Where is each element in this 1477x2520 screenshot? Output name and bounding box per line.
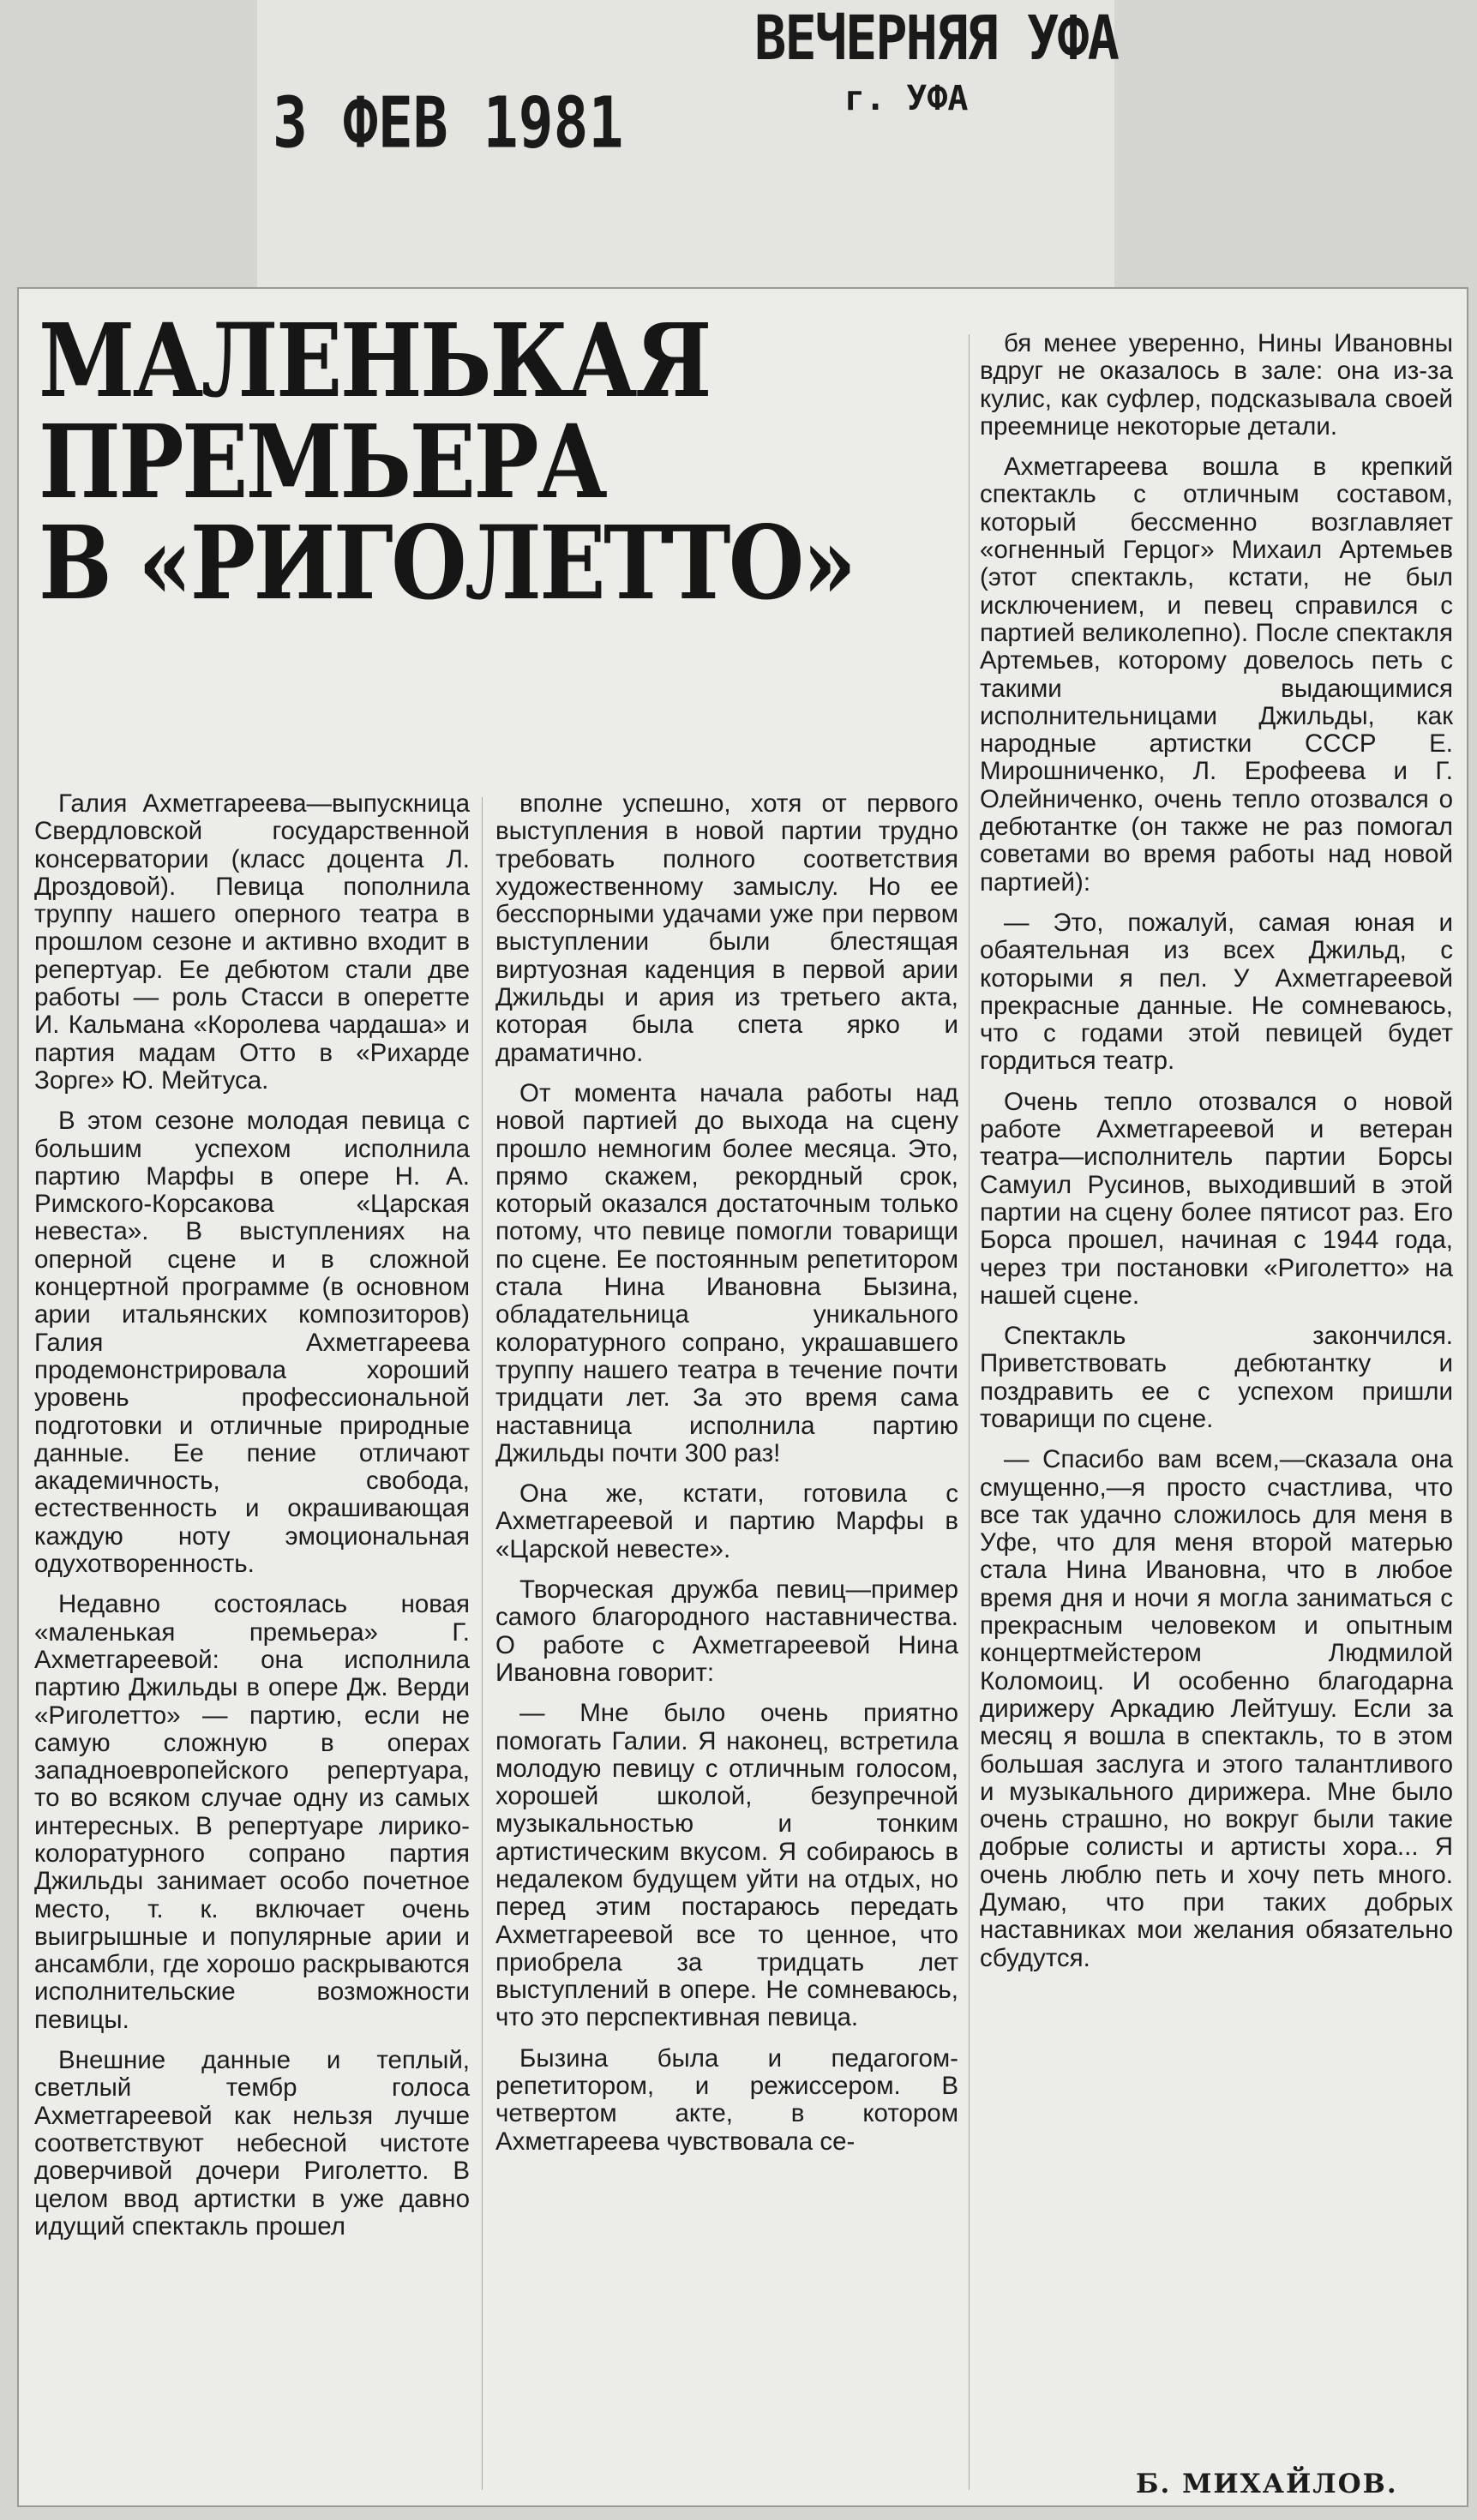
paragraph: — Это, пожалуй, самая юная и обаятельная из всех Джильд, с которыми я пел. У Ахметгареевой прекрасные данные. Не сомневаюсь, что с годами этой певицей будет гордиться театр. <box>980 908 1453 1076</box>
column-divider <box>969 334 970 2490</box>
paragraph: Внешние данные и теплый, светлый тембр голоса Ахметгареевой как нельзя лучше соответствуют небесной чистоте доверчивой дочери Риголетто. В целом ввод артистки в уже давно идущий спектакль прошел <box>34 2046 470 2241</box>
paragraph: Бызина была и педагогом-репетитором, и режиссером. В четвертом акте, в котором Ахметгареева чувствовала се- <box>495 2043 958 2156</box>
author-signature: Б. МИХАЙЛОВ. <box>1136 2469 1398 2499</box>
paragraph: Она же, кстати, готовила с Ахметгареевой и партию Марфы в «Царской невесте». <box>495 1479 958 1563</box>
article-column-2 <box>495 790 958 2169</box>
paragraph: — Мне было очень приятно помогать Галии. Я наконец, встретила молодую певицу с отличным голосом, хорошей школой, безупречной музыкальностью и тонким артистическим вкусом. Я собираюсь в недалеком будущем уйти на отдых, но перед этим постараюсь передать Ахметгареевой все то ценное, что приобрела за тридцать лет выступлений в опере. Не сомневаюсь, что это перспективная певица. <box>495 1699 958 2032</box>
headline-line: МАЛЕНЬКАЯ <box>39 301 710 420</box>
newspaper-stamp-name: ВЕЧЕРНЯЯ УФА <box>754 2 1118 75</box>
paragraph: Спектакль закончился. Приветствовать дебютантку и поздравить ее с успехом пришли товарищи по сцене. <box>980 1322 1453 1433</box>
newspaper-stamp-city: г. УФА <box>844 79 969 118</box>
paragraph: Творческая дружба певиц—пример самого благородного наставничества. О работе с Ахметгареевой Нина Ивановна говорит: <box>495 1575 958 1687</box>
paragraph: От момента начала работы над новой партией до выхода на сцену прошло немногим более месяца. Это, прямо скажем, рекордный срок, который оказался достаточным только потому, что певице помогли товарищи по сцене. Ее постоянным репетитором стала Нина Ивановна Бызина, обладательница уникального колоратурного сопрано, украшавшего труппу нашего театра в течение почти тридцати лет. За это время сама наставница исполнила партию Джильды почти 300 раз! <box>495 1078 958 1467</box>
paragraph: В этом сезоне молодая певица с большим успехом исполнила партию Марфы в опере Н. А. Римского-Корсакова «Царская невеста». В выступлениях на оперной сцене и в сложной концертной программе (в основном арии итальянских композиторов) Галия Ахметгареева продемонстрировала хороший уровень профессиональной подготовки и отличные природные данные. Ее пение отличают академичность, свобода, естественность и окрашивающая каждую ноту эмоциональная одухотворенность. <box>34 1107 470 1579</box>
paragraph: бя менее уверенно, Нины Ивановны вдруг не оказалось в зале: она из-за кулис, как суфлер, подсказывала своей преемнице некоторые детали. <box>980 329 1453 441</box>
paragraph: вполне успешно, хотя от первого выступления в новой партии трудно требовать полного соответствия художественному замыслу. Но ее бесспорными удачами уже при первом выступлении были блестящая виртуозная каденция в первой арии Джильды и ария из третьего акта, которая была спета ярко и драматично. <box>495 789 958 1067</box>
paragraph: — Спасибо вам всем,—сказала она смущенно,—я просто счастлива, что все так удачно сложилось для меня в Уфе, что для меня второй матерью стала Нина Ивановна, что в любое время дня и ночи я могла заниматься с прекрасным человеком и опытным концертмейстером Людмилой Коломоиц. И особенно благодарна дирижеру Аркадию Лейтушу. Если за месяц я вошла в спектакль, то в этом большая заслуга и этого талантливого и музыкального дирижера. Мне было очень страшно, но вокруг были такие добрые солисты и артисты хора... Я очень люблю петь и хочу петь много. Думаю, что при таких добрых наставниках мои желания обязательно сбудутся. <box>980 1445 1453 1972</box>
paragraph: Ахметгареева вошла в крепкий спектакль с отличным составом, который бессменно возглавляет «огненный Герцог» Михаил Артемьев (этот спектакль, кстати, не был исключением, и певец справился с партией великолепно). После спектакля Артемьев, которому довелось петь с такими выдающимися исполнительницами Джильды, как народные артистки СССР Е. Мирошниченко, Л. Ерофеева и Г. Олейниченко, очень тепло отозвался о дебютантке (он также не раз помогал советами во время работы над новой партией): <box>980 453 1453 897</box>
column-divider <box>482 797 483 2490</box>
paragraph: Очень тепло отозвался о новой работе Ахметгареевой и ветеран театра—исполнитель партии Борсы Самуил Русинов, выходивший в этой партии на сцену более пятисот раз. Его Борса прошел, начиная с 1944 года, через три постановки «Риголетто» на нашей сцене. <box>980 1087 1453 1310</box>
paragraph: Недавно состоялась новая «маленькая премьера» Г. Ахметгареевой: она исполнила партию Джильды в опере Дж. Верди «Риголетто» — партию, если не самую сложную в операх западноевропейского репертуара, то во всяком случае одну из самых интересных. В репертуаре лирико-колоратурного сопрано партия Джильды занимает особо почетное место, т. к. включает очень выигрышные и популярные арии и ансамбли, где хорошо раскрываются исполнительские возможности певицы. <box>34 1590 470 2034</box>
headline-line: ПРЕМЬЕРА <box>39 402 606 521</box>
headline-line: В «РИГОЛЕТТО» <box>39 503 855 622</box>
paragraph: Галия Ахметгареева—выпускница Свердловской государственной консерватории (класс доцента Л. Дроздовой). Певица пополнила труппу нашего оперного театра в прошлом сезоне и активно входит в репертуар. Ее дебютом стали две работы — роль Стасси в оперетте И. Кальмана «Королева чардаша» и партия мадам Отто в «Рихарде Зорге» Ю. Мейтуса. <box>34 789 470 1095</box>
article-column-3 <box>980 330 1453 1985</box>
newspaper-stamp-date: 3 ФЕВ 1981 <box>273 83 624 165</box>
article-column-1 <box>34 790 470 2253</box>
article-headline <box>39 301 855 622</box>
